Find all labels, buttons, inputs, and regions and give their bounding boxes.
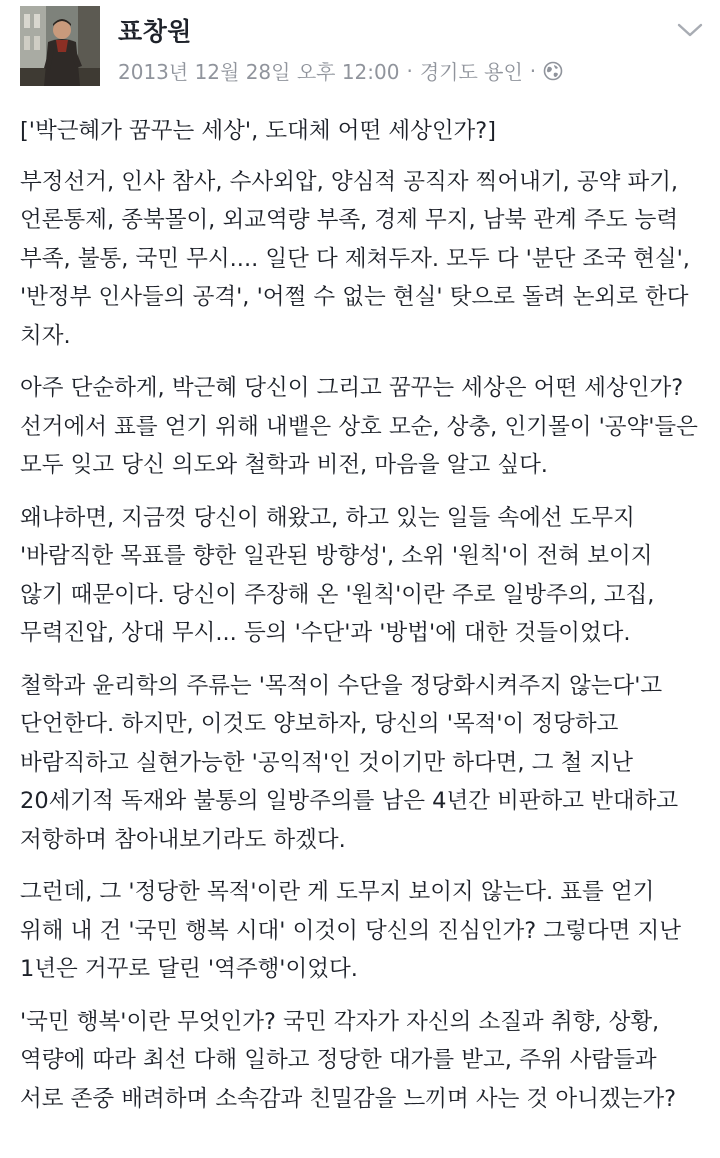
post-paragraph: '국민 행복'이란 무엇인가? 국민 각자가 자신의 소질과 취향, 상황, 역량에 따라 최선 다해 일하고 정당한 대가를 받고, 주위 사람들과 서로 존중 배려하며 소속감과 친밀감을 느끼며 사는 것 아니겠는가?	[20, 1008, 677, 1112]
post-body	[20, 112, 700, 1132]
post-paragraph: 부정선거, 인사 참사, 수사외압, 양심적 공직자 찍어내기, 공약 파기, 언론통제, 종북몰이, 외교역량 부족, 경제 무지, 남북 관계 주도 능력 부족, 불통, 국민 무시.... 일단 다 제쳐두자. 모두 다 '분단 조국 현실', '반정부 인사들의 공격', '어쩔 수 없는 현실' 탓으로 돌려 논외로 한다 치자.	[20, 168, 690, 349]
avatar[interactable]	[20, 6, 100, 86]
post-paragraph: 그런데, 그 '정당한 목적'이란 게 도무지 보이지 않는다. 표를 얻기 위해 내 건 '국민 행복 시대' 이것이 당신의 진심인가? 그렇다면 지난 1년은 거꾸로 달린 '역주행'이었다.	[20, 879, 681, 982]
post-header	[0, 0, 720, 92]
post-timestamp[interactable]: 2013년 12월 28일 오후 12:00	[118, 60, 400, 84]
meta-separator: ·	[406, 58, 413, 83]
post-paragraph: 왜냐하면, 지금껏 당신이 해왔고, 하고 있는 일들 속에선 도무지 '바람직한 목표를 향한 일관된 방향성', 소위 '원칙'이 전혀 보이지 않기 때문이다. 당신이 주장해 온 '원칙'이란 주로 일방주의, 고집, 무력진압, 상대 무시... 등의 '수단'과 '방법'에 대한 것들이었다.	[20, 504, 655, 646]
post-paragraph: 아주 단순하게, 박근혜 당신이 그리고 꿈꾸는 세상은 어떤 세상인가? 선거에서 표를 얻기 위해 내뱉은 상호 모순, 상충, 인기몰이 '공약'들은 모두 잊고 당신 의도와 철학과 비전, 마음을 알고 싶다.	[20, 375, 698, 478]
globe-icon[interactable]	[543, 61, 563, 81]
profile-photo	[20, 6, 100, 86]
meta-separator: ·	[529, 58, 537, 83]
post-title: ['박근혜가 꿈꾸는 세상', 도대체 어떤 세상인가?]	[20, 118, 497, 144]
chevron-down-icon[interactable]	[676, 20, 704, 40]
post-paragraph: 철학과 윤리학의 주류는 '목적이 수단을 정당화시켜주지 않는다'고 단언한다. 하지만, 이것도 양보하자, 당신의 '목적'이 정당하고 바람직하고 실현가능한 '공익적'인 것이기만 하다면, 그 철 지난 20세기적 독재와 불통의 일방주의를 남은 4년간 비판하고 반대하고 저항하며 참아내보기라도 하겠다.	[20, 672, 679, 853]
post-location[interactable]: 경기도 용인	[419, 60, 523, 84]
author-name[interactable]: 표창원	[118, 17, 192, 46]
post-meta	[118, 56, 563, 85]
